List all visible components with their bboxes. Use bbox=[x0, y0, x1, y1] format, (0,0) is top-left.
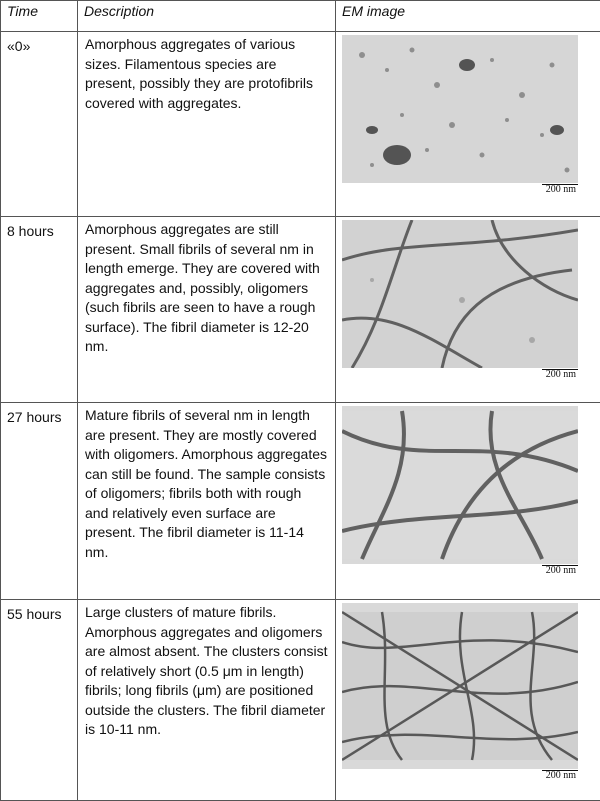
time-cell: 55 hours bbox=[1, 600, 78, 801]
em-image-cell bbox=[336, 32, 600, 217]
scale-bar: 200 nm bbox=[342, 769, 578, 783]
description-cell: Mature fibrils of several nm in length are present. They are mostly covered with oligomers. Amorphous aggregates can still be found. The sample consists of oligomers; fibrils both with rough and relatively even surface are present. The fibril diameter is 11-14 nm. bbox=[78, 403, 336, 600]
time-cell: «0» bbox=[1, 32, 78, 217]
em-image-cell bbox=[336, 217, 600, 403]
scale-bar: 200 nm bbox=[342, 368, 578, 382]
description-cell: Amorphous aggregates are still present. Small fibrils of several nm in length emerge. They are covered with aggregates and, possibly, oligomers (such fibrils are seen to have a rough surface). The fibril diameter is 12-20 nm. bbox=[78, 217, 336, 403]
scale-bar: 200 nm bbox=[342, 564, 578, 578]
em-micrograph-27h bbox=[342, 406, 578, 564]
description-cell: Amorphous aggregates of various sizes. Filamentous species are present, possibly they are protofibrils covered with aggregates. bbox=[78, 32, 336, 217]
em-micrograph-55h bbox=[342, 603, 578, 769]
scale-bar: 200 nm bbox=[342, 183, 578, 197]
em-image-cell bbox=[336, 600, 600, 801]
em-micrograph-0h bbox=[342, 35, 578, 183]
time-cell: 8 hours bbox=[1, 217, 78, 403]
header-description: Description bbox=[78, 1, 336, 32]
table-row bbox=[1, 600, 600, 801]
table-row bbox=[1, 217, 600, 403]
table-row bbox=[1, 403, 600, 600]
time-cell: 27 hours bbox=[1, 403, 78, 600]
em-image-cell bbox=[336, 403, 600, 600]
header-time: Time bbox=[1, 1, 78, 32]
header-row bbox=[1, 1, 600, 32]
table-row bbox=[1, 32, 600, 217]
header-em-image: EM image bbox=[336, 1, 600, 32]
description-cell: Large clusters of mature fibrils. Amorphous aggregates and oligomers are almost absent. The clusters consist of relatively short (0.5 μm in length) fibrils; long fibrils (μm) are positioned outside the clusters. The fibril diameter is 10-11 nm. bbox=[78, 600, 336, 801]
em-micrograph-8h bbox=[342, 220, 578, 368]
